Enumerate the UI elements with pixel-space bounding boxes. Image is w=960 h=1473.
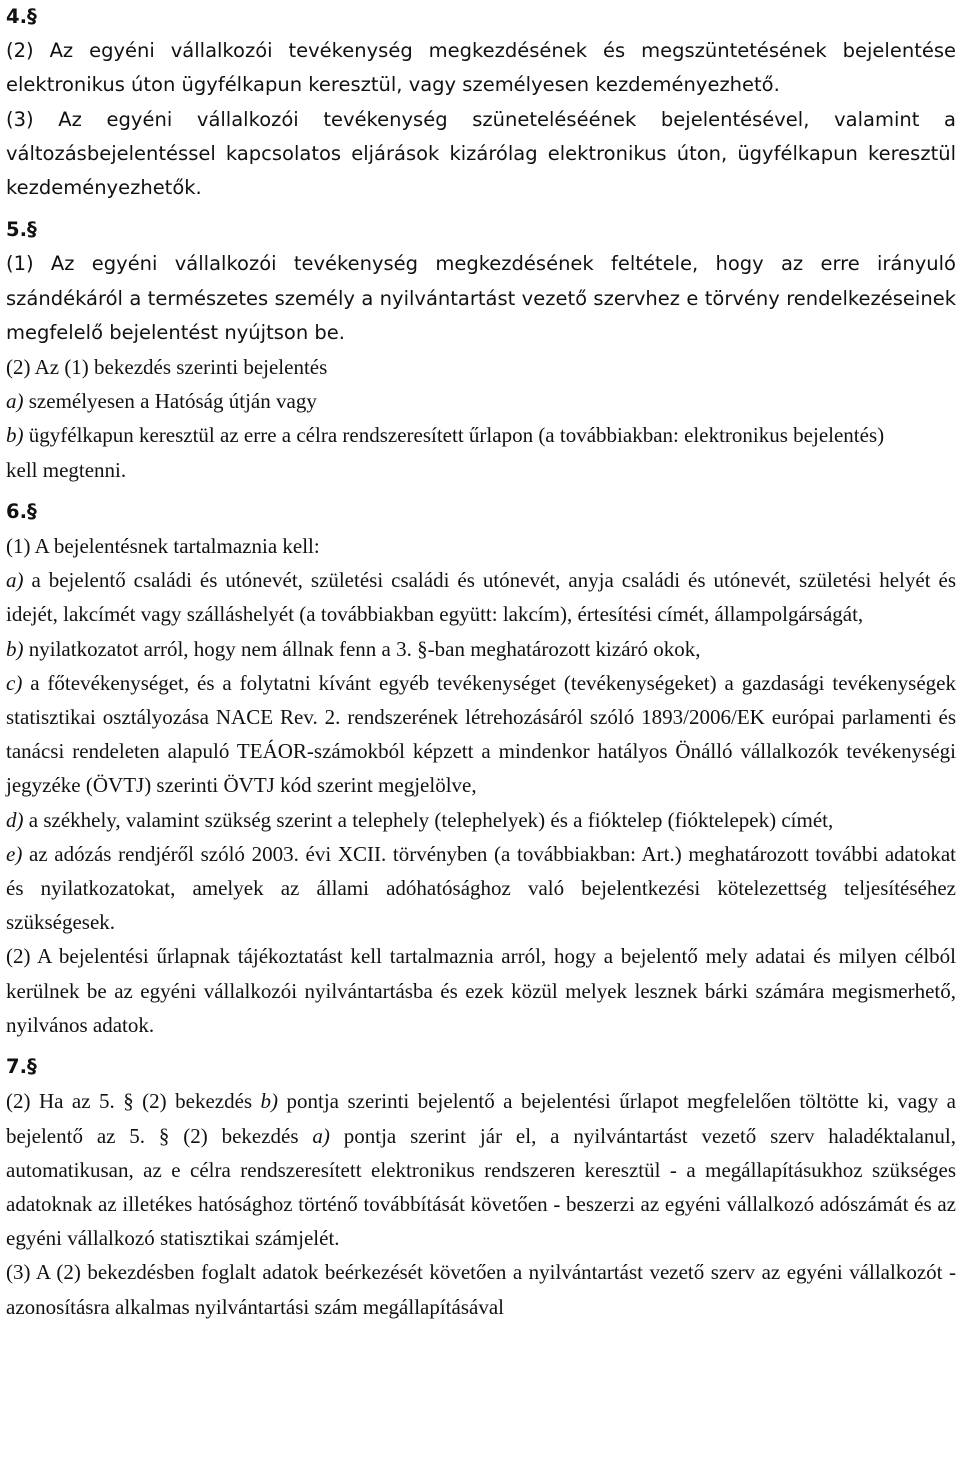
paragraph-7-2 bbox=[6, 1084, 956, 1255]
item-marker: b) bbox=[6, 423, 24, 448]
text-run: pontja szerint jár el, a nyilvántartást vezető szerv haladéktalanul, automatikusan, az e célra rendszeresített elektronikus rendszeren keresztül - a megállapításukhoz szükséges adatoknak az illetékes hatósághoz történő továbbítását követően - beszerzi az egyéni vállalkozó adószámát és az egyéni vállalkozó statisztikai számjelét. bbox=[6, 1123, 956, 1251]
paragraph-6-1-b bbox=[6, 632, 956, 666]
item-marker: c) bbox=[6, 670, 23, 695]
item-text: nyilatkozatot arról, hogy nem állnak fenn a 3. §-ban meghatározott kizáró okok, bbox=[23, 636, 701, 661]
item-marker: a) bbox=[312, 1123, 330, 1148]
paragraph-6-1: (1) A bejelentésnek tartalmaznia kell: bbox=[6, 534, 320, 559]
item-marker: e) bbox=[6, 841, 23, 866]
item-marker: d) bbox=[6, 807, 24, 832]
paragraph-4-3: (3) Az egyéni vállalkozói tevékenység szüneteléséének bejelentésével, valamint a változásbejelentéssel kapcsolatos eljárások kizárólag elektronikus úton, ügyfélkapun keresztül kezdeményezhetők. bbox=[6, 107, 956, 200]
section-heading-6: 6.§ bbox=[6, 499, 37, 523]
paragraph-6-1-c bbox=[6, 666, 956, 803]
item-text: személyesen a Hatóság útján vagy bbox=[23, 389, 317, 414]
text-run: pontja szerinti bejelentő a bejelentési űrlapot megfelelően töltötte ki, vagy a bejelentő az 5. § (2) bekezdés bbox=[6, 1089, 956, 1148]
item-text: a bejelentő családi és utónevét, születési családi és utónevét, anyja családi és utónevét, születési helyét és idejét, lakcímét vagy szálláshelyét (a továbbiakban együtt: lakcím), értesítési címét, állampolgárságát, bbox=[6, 568, 956, 627]
paragraph-6-1-a bbox=[6, 563, 956, 631]
text-run: (2) Ha az 5. § (2) bekezdés bbox=[6, 1089, 261, 1114]
item-text: az adózás rendjéről szóló 2003. évi XCII. törvényben (a továbbiakban: Art.) meghatározott további adatokat és nyilatkozatokat, amelyek az állami adóhatósághoz való bejelentkezési kötelezettség teljesítéséhez szükségesek. bbox=[6, 841, 956, 935]
paragraph-7-3: (3) A (2) bekezdésben foglalt adatok beérkezését követően a nyilvántartást vezető szerv az egyéni vállalkozót - azonosításra alkalmas nyilvántartási szám megállapításával bbox=[6, 1260, 956, 1319]
item-marker: b) bbox=[260, 1089, 279, 1114]
item-text: ügyfélkapun keresztül az erre a célra rendszeresített űrlapon (a továbbiakban: elektronikus bejelentés) bbox=[23, 423, 885, 448]
item-marker: a) bbox=[6, 568, 24, 593]
document-body bbox=[6, 0, 956, 1324]
item-marker: b) bbox=[6, 636, 24, 661]
item-text: a székhely, valamint szükség szerint a telephely (telephelyek) és a fióktelep (fióktelepek) címét, bbox=[23, 807, 834, 832]
section-heading-5: 5.§ bbox=[6, 218, 37, 242]
paragraph-5-2-a bbox=[6, 384, 956, 418]
paragraph-5-1: (1) Az egyéni vállalkozói tevékenység megkezdésének feltétele, hogy az erre irányuló szándékáról a természetes személy a nyilvántartást vezető szervhez e törvény rendelkezéseinek megfelelő bejelentést nyújtson be. bbox=[6, 252, 956, 344]
item-marker: a) bbox=[6, 389, 24, 414]
paragraph-5-end: kell megtenni. bbox=[6, 457, 127, 482]
section-heading-7: 7.§ bbox=[6, 1055, 37, 1079]
paragraph-6-1-d bbox=[6, 803, 956, 837]
item-text: a főtevékenységet, és a folytatni kívánt egyéb tevékenységet (tevékenységeket) a gazdasági tevékenységek statisztikai osztályozása NACE Rev. 2. rendszerének létrehozásáról szóló 1893/2006/EK európai parlamenti és tanácsi rendeleten alapuló TEÁOR-számokból képzett a mindenkor hatályos Önálló vállalkozók tevékenységi jegyzéke (ÖVTJ) szerinti ÖVTJ kód szerint megjelölve, bbox=[6, 670, 956, 798]
paragraph-4-2: (2) Az egyéni vállalkozói tevékenység megkezdésének és megszüntetésének bejelentése elektronikus úton ügyfélkapun keresztül, vagy személyesen kezdeményezhető. bbox=[6, 39, 956, 97]
paragraph-5-2-b bbox=[6, 418, 956, 452]
paragraph-6-2: (2) A bejelentési űrlapnak tájékoztatást kell tartalmaznia arról, hogy a bejelentő mely adatai és milyen célból kerülnek be az egyéni vállalkozói nyilvántartásba és ezek közül melyek lesznek bárki számára megismerhető, nyilvános adatok. bbox=[6, 944, 956, 1037]
paragraph-6-1-e bbox=[6, 837, 956, 940]
paragraph-5-2: (2) Az (1) bekezdés szerinti bejelentés bbox=[6, 355, 328, 380]
section-heading-4: 4.§ bbox=[6, 5, 37, 28]
